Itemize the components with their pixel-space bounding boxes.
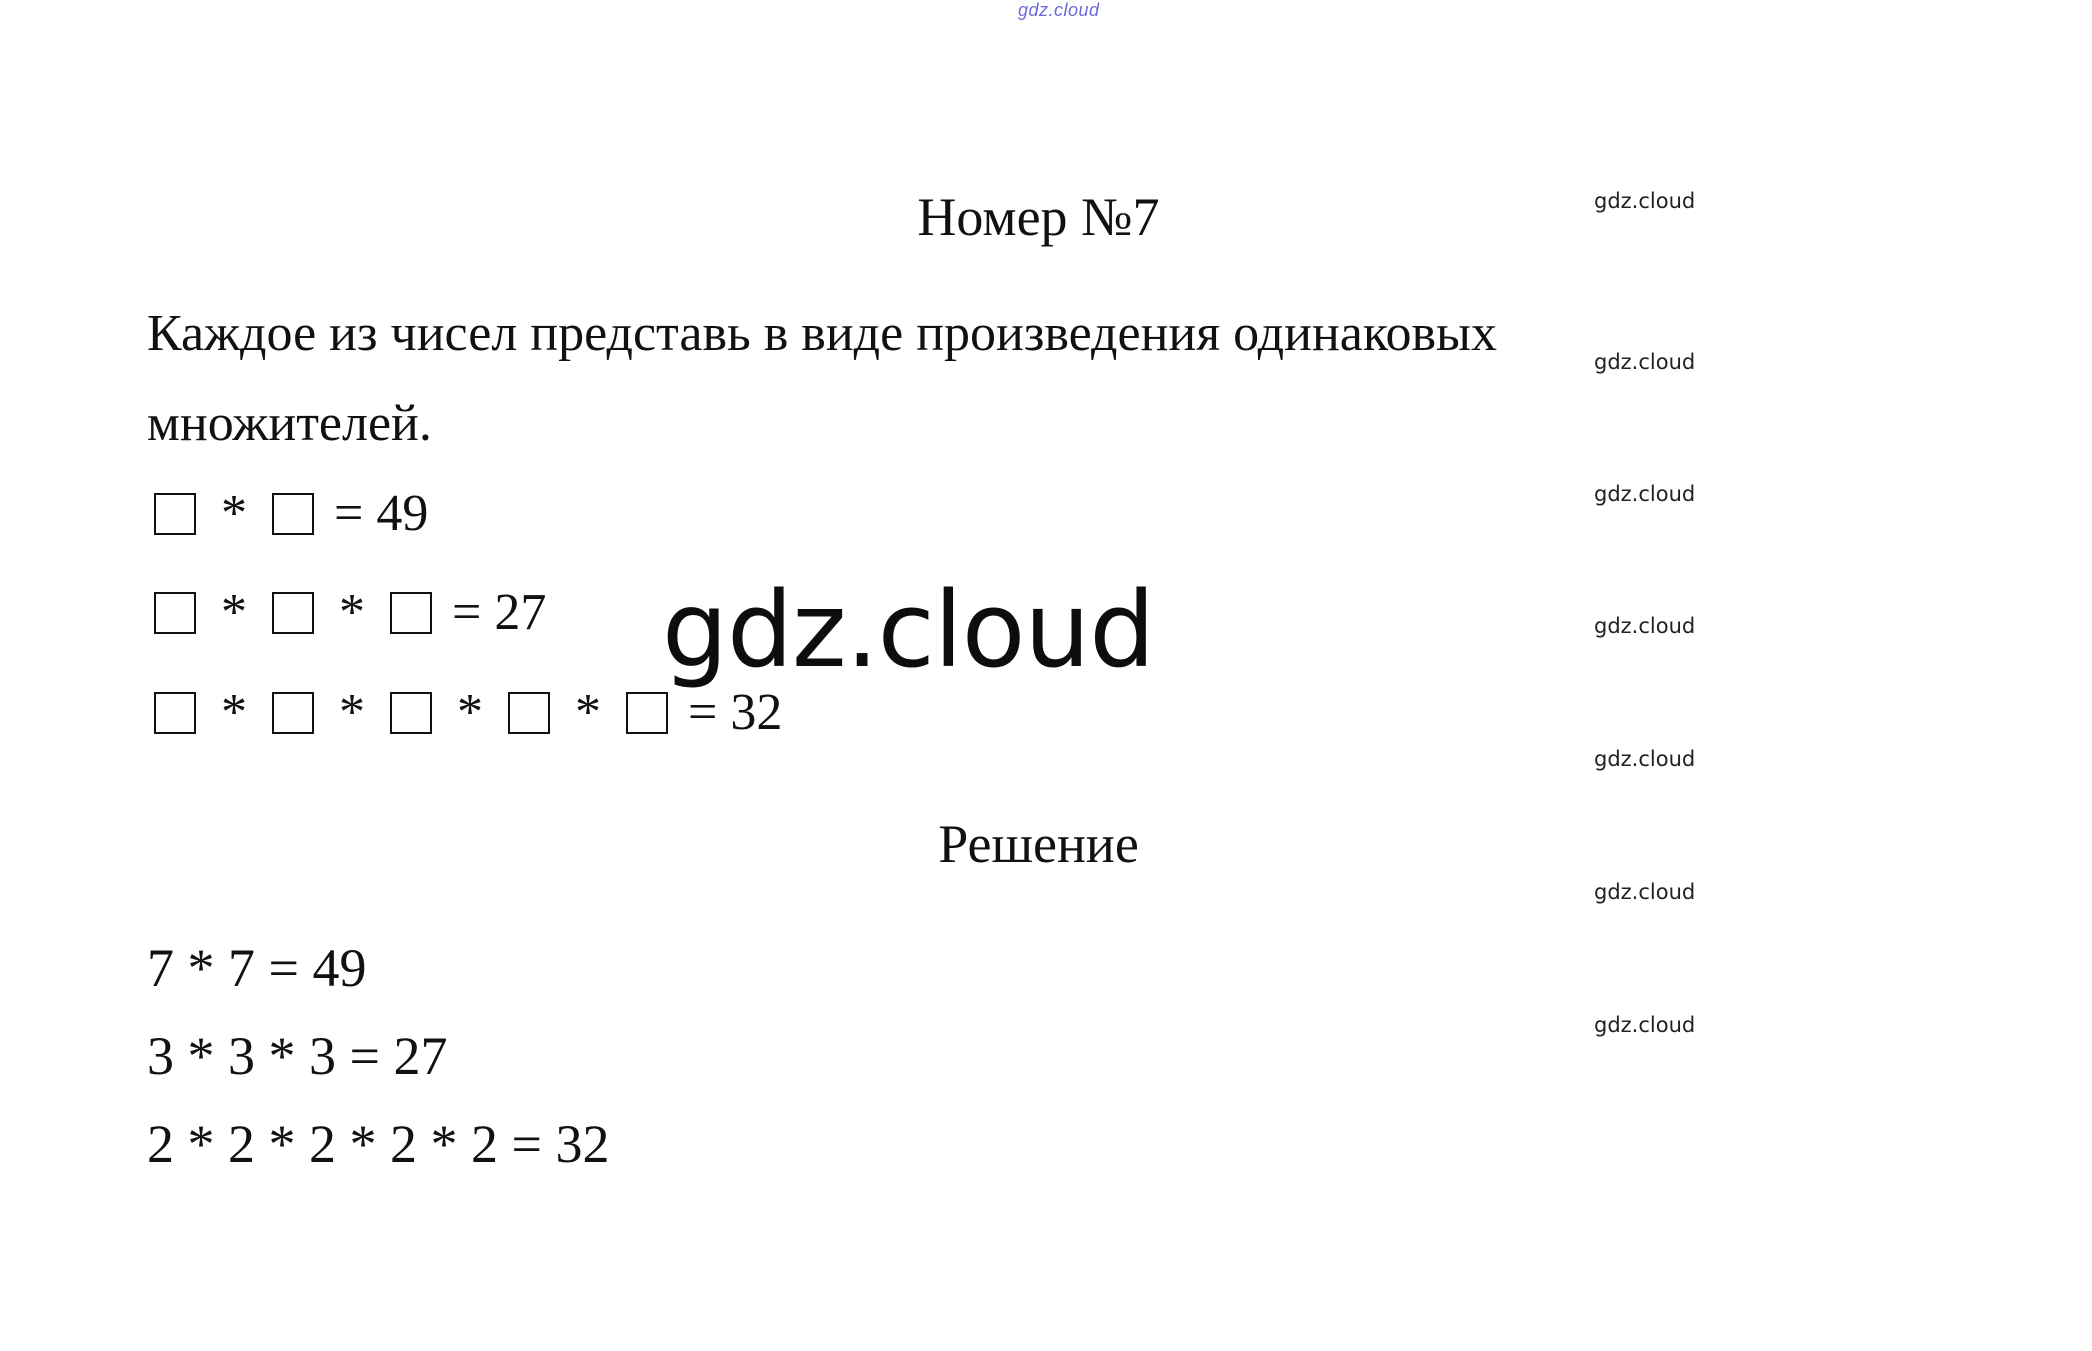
answer-line-2: 3 * 3 * 3 = 27 <box>147 1026 448 1086</box>
watermark-side: gdz.cloud <box>1594 1013 1696 1037</box>
problem-title: Номер №7 <box>917 187 1160 247</box>
multiply-sign: * <box>339 684 365 741</box>
expression-27 <box>154 584 547 641</box>
blank-box <box>272 493 314 535</box>
blank-box <box>272 692 314 734</box>
expression-result: = 49 <box>334 485 429 542</box>
blank-box <box>154 592 196 634</box>
blank-box <box>626 692 668 734</box>
task-text-line2: множителей. <box>147 395 432 452</box>
watermark-side: gdz.cloud <box>1594 614 1696 638</box>
watermark-top: gdz.cloud <box>1018 0 1100 20</box>
watermark-side: gdz.cloud <box>1594 350 1696 374</box>
expression-result: = 27 <box>452 584 547 641</box>
blank-box <box>154 493 196 535</box>
blank-box <box>154 692 196 734</box>
multiply-sign: * <box>221 584 247 641</box>
expression-result: = 32 <box>688 684 783 741</box>
multiply-sign: * <box>221 684 247 741</box>
multiply-sign: * <box>221 485 247 542</box>
multiply-sign: * <box>457 684 483 741</box>
solution-title: Решение <box>938 814 1139 874</box>
watermark-center: gdz.cloud <box>662 569 1155 691</box>
blank-box <box>508 692 550 734</box>
watermark-side: gdz.cloud <box>1594 482 1696 506</box>
multiply-sign: * <box>575 684 601 741</box>
blank-box <box>390 692 432 734</box>
expression-49 <box>154 485 429 542</box>
answer-line-3: 2 * 2 * 2 * 2 * 2 = 32 <box>147 1114 610 1174</box>
blank-box <box>272 592 314 634</box>
blank-box <box>390 592 432 634</box>
watermark-side: gdz.cloud <box>1594 747 1696 771</box>
task-text-line1: Каждое из чисел представь в виде произведения одинаковых <box>147 305 1497 362</box>
multiply-sign: * <box>339 584 365 641</box>
watermark-side: gdz.cloud <box>1594 880 1696 904</box>
expression-32 <box>154 684 783 741</box>
answer-line-1: 7 * 7 = 49 <box>147 938 367 998</box>
watermark-side: gdz.cloud <box>1594 189 1696 213</box>
